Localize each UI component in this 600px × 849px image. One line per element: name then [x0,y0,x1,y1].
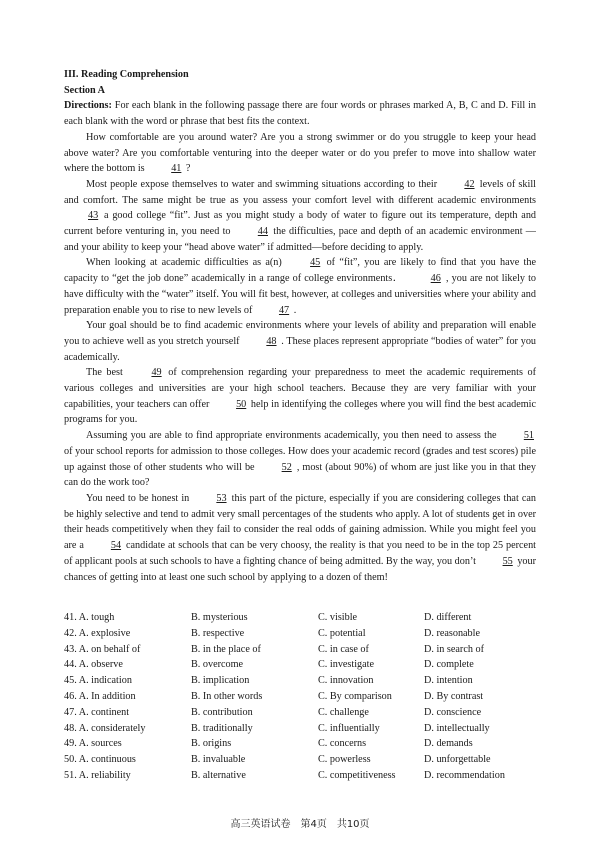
option-c: C. challenge [318,706,369,718]
paragraph [64,255,536,318]
option-c: C. powerless [318,754,371,766]
option-a: 47. A. continent [64,706,130,718]
blank-53: 53 [216,492,227,504]
directions-text: For each blank in the following passage there are four words or phrases marked A, B, C and D. Fill in each blank with the word or phrase that best fits the context. [64,100,536,128]
option-b: B. mysterious [191,612,248,623]
option-c: C. in case of [318,643,369,655]
option-a: 42. A. explosive [64,627,131,639]
paragraph [64,365,536,428]
blank-54: 54 [110,540,122,552]
blank-45: 45 [310,257,321,269]
section-subtitle: Section A [64,84,106,96]
option-row [64,752,544,768]
paragraph [64,491,536,585]
paragraph-text: this part of the picture, especially if you are considering colleges that can be highly selective and tend to admit very small percentages of the students who apply. A lot of students get in over their heads competitively when they fail to consider the real odds of gaining admission. While you might feel you are a [64,492,537,552]
option-d: D. unforgettable [424,754,491,766]
paragraph-text: your chances of getting into at least one such school by applying to a dozen of them! [64,555,537,583]
option-row [64,657,544,673]
option-d: D. in search of [424,643,484,655]
option-row [64,689,544,705]
option-row [64,642,544,658]
option-row [64,673,544,689]
blank-49: 49 [151,367,162,379]
option-row [64,705,544,721]
option-a: 43. A. on behalf of [64,643,141,655]
option-d: D. intellectually [424,722,490,734]
paragraph-text: You need to be honest in [86,492,193,504]
paragraph-text: , you are not likely to have difficulty with the “water” itself. You will fit best, however, at colleges and universities where your ability and preparation enable you to rise to new levels of [64,273,536,316]
section-title: III. Reading Comprehension [64,69,189,80]
paragraph-text: When looking at academic difficulties as a(n) [86,257,287,269]
option-a: 41. A. tough [64,612,115,623]
option-a: 44. A. observe [64,659,123,671]
passage-area [64,67,536,585]
paragraph-text: the difficulties, pace and depth of an academic environment —and your ability to keep your “head above water” if admitted—before deciding to apply. [64,226,536,253]
option-a: 45. A. indication [64,675,132,687]
option-d: D. conscience [424,706,482,718]
option-c: C. concerns [318,738,367,750]
option-c: C. visible [318,612,358,623]
paragraph-text: levels of skill and comfort. The same might be true as you assess your comfort level with different academic environments [64,178,536,206]
paragraph-text: of your school reports for admission to those colleges. How does your academic record (grades and test scores) pile up against those of other students who will be [64,445,536,473]
option-b: B. contribution [191,706,253,718]
paragraph-text: How comfortable are you around water? Are you a strong swimmer or do you struggle to keep your head above water? Are you comfortable venturing into the deeper water or do you prefer to move into shallow water where the bottom is [64,131,536,175]
paragraph [64,428,536,491]
option-b: B. implication [191,675,250,687]
option-b: B. alternative [191,769,246,781]
option-b: B. invaluable [191,754,246,766]
option-a: 48. A. considerately [64,722,146,734]
option-d: D. intention [424,675,473,687]
option-b: B. In other words [191,690,263,702]
blank-55: 55 [502,555,513,567]
paragraph-text: ? [185,163,191,175]
option-d: D. complete [424,659,474,671]
option-d: D. recommendation [424,769,505,781]
blank-46: 46 [430,273,441,285]
option-c: C. investigate [318,659,375,671]
option-d: D. demands [424,738,473,750]
directions-label: Directions: [64,100,112,112]
answer-options [64,610,544,784]
blank-43: 43 [88,210,99,222]
option-row [64,610,544,626]
option-a: 50. A. continuous [64,754,136,766]
option-c: C. By comparison [318,690,392,702]
option-row [64,736,544,752]
option-a: 51. A. reliability [64,769,131,781]
option-a: 49. A. sources [64,738,122,750]
paragraph-text: The best [86,367,128,379]
paragraph-text: help in identifying the colleges where you will find the best academic programs for you. [64,398,536,426]
option-b: B. in the place of [191,643,261,655]
page-footer: 高三英语试卷 第4页 共10页 [230,819,370,830]
option-c: C. influentially [318,722,380,734]
option-b: B. overcome [191,659,244,671]
paragraph-text: a good college “fit”. Just as you might study a body of water to figure out its temperature, depth and current before venturing in, you need to [64,210,537,238]
blank-51: 51 [523,430,534,442]
option-row [64,768,544,784]
blank-41: 41 [171,163,182,175]
option-row [64,626,544,642]
blank-48: 48 [266,335,277,347]
option-b: B. respective [191,627,245,639]
blank-44: 44 [257,226,268,238]
option-a: 46. A. In addition [64,690,136,702]
option-d: D. reasonable [424,627,481,639]
option-c: C. potential [318,627,366,639]
paragraph [64,130,536,177]
directions [64,98,536,129]
paragraph-text: candidate at schools that can be very choosy, the reality is that you need to be in the top 25 percent of applicant pools at such schools to have a fighting chance of being admitted. By the way, you don’t [64,540,536,567]
paragraph-text: Assuming you are able to find appropriate environments academically, you then need to assess the [86,430,500,442]
option-b: B. traditionally [191,722,253,734]
paragraph-text: . These places represent appropriate “bodies of water” for you academically. [64,335,537,363]
paragraph-text: Most people expose themselves to water and swimming situations according to their [86,178,441,190]
option-d: D. By contrast [424,690,484,702]
blank-50: 50 [236,398,247,410]
paragraph-text: , most (about 90%) of whom are just like you in that they can do the work too? [64,461,536,489]
option-row [64,721,544,737]
blank-47: 47 [278,304,290,316]
paragraph-text: of “fit”, you are likely to find that you have the capacity to “get the job done” academically in a range of college environments． [64,257,537,285]
blank-52: 52 [281,461,292,473]
paragraph [64,318,536,365]
passage-paragraphs [64,130,536,585]
option-d: D. different [424,612,472,623]
option-b: B. origins [191,738,232,750]
option-c: C. innovation [318,675,374,687]
paragraph-text: Your goal should be to find academic environments where your levels of ability and preparation will enable you to achieve well as you stretch yourself [64,320,536,347]
option-c: C. competitiveness [318,769,396,781]
paragraph [64,177,536,256]
paragraph-text: of comprehension regarding your preparedness to meet the academic requirements of various colleges and universities are your high school teachers. Because they are very familiar with your capabilities, your teachers can offer [64,367,537,410]
paragraph-text: . [293,304,297,316]
blank-42: 42 [464,178,475,190]
